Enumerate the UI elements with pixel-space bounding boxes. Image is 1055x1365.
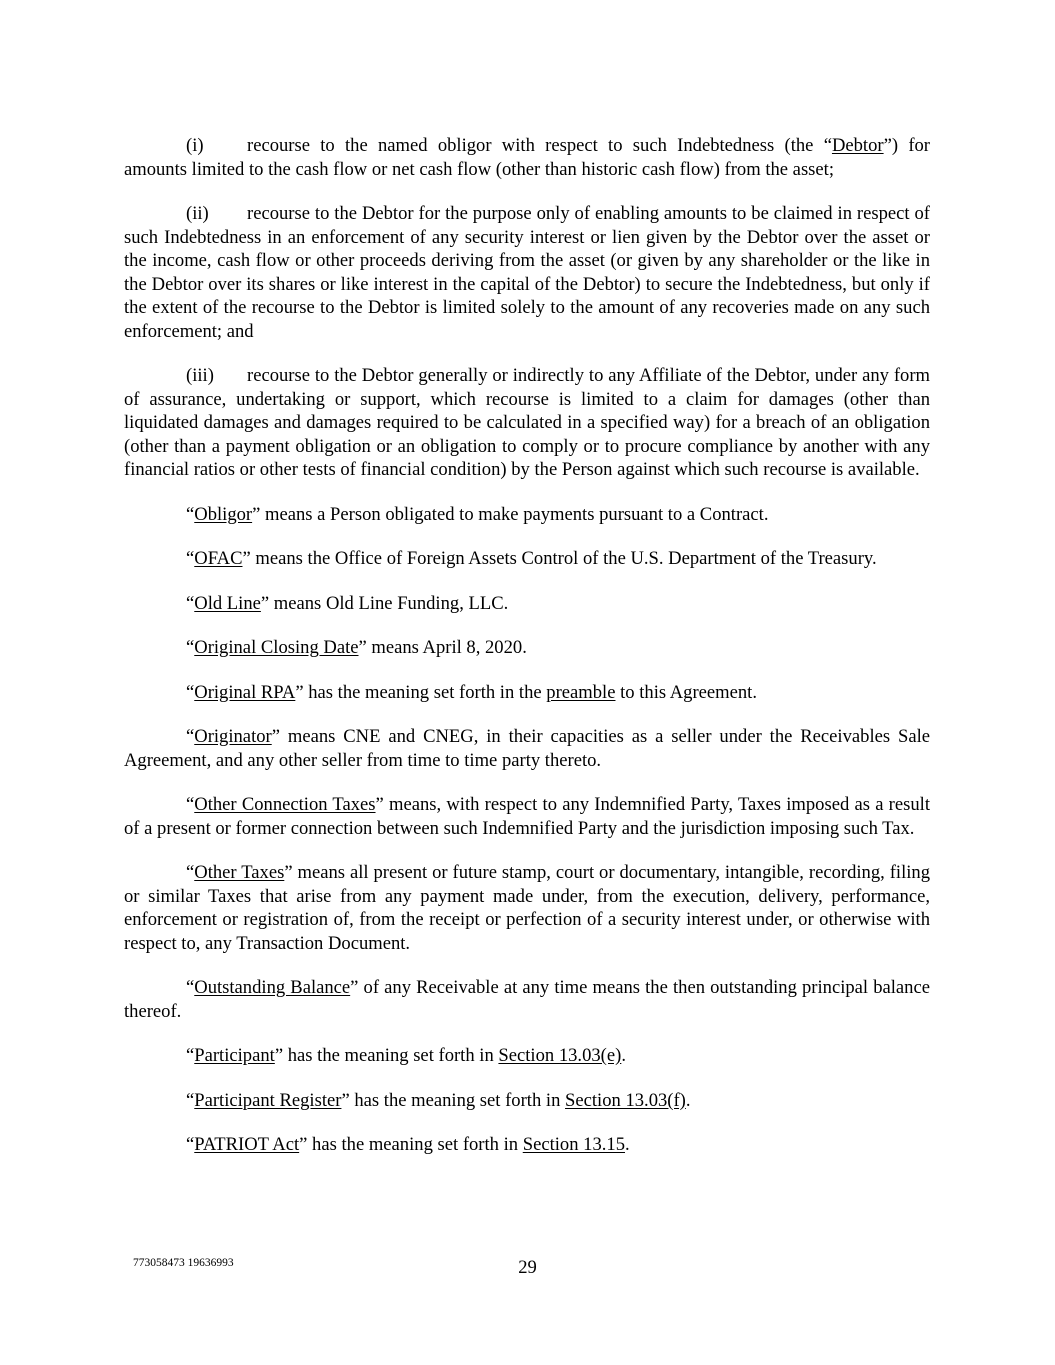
definition-outstanding-balance: “Outstanding Balance” of any Receivable at any time means the then outstanding principal balance thereof.: [124, 977, 930, 1022]
definition-participant: “Participant” has the meaning set forth in Section 13.03(e).: [186, 1045, 626, 1066]
defined-term: Outstanding Balance: [194, 977, 351, 998]
defined-term: OFAC: [194, 548, 243, 569]
defined-term: Old Line: [194, 592, 261, 614]
clause-number: (iii): [186, 365, 214, 386]
cross-reference: Section 13.03(e): [498, 1045, 622, 1066]
clause-ii: (ii) recourse to the Debtor for the purpose only of enabling amounts to be claimed in respect of such Indebtedness in an enforcement of any security interest or lien given by the Debtor over the asset or the income, cash flow or other proceeds deriving from the asset (or given by any shareholder or the like in the Debtor over its shares or like interest in the capital of the Debtor) to secure the Indebtedness, but only if the extent of the recourse to the Debtor is limited solely to the amount of any recoveries made on any such enforcement; and: [124, 203, 930, 342]
definition-participant-register: “Participant Register” has the meaning set forth in Section 13.03(f).: [186, 1089, 691, 1111]
document-id: 773058473 19636993: [133, 1257, 234, 1269]
definition-old-line: “Old Line” means Old Line Funding, LLC.: [186, 592, 509, 614]
definition-obligor: “Obligor” means a Person obligated to make payments pursuant to a Contract.: [186, 503, 769, 525]
definition-original-closing-date: “Original Closing Date” means April 8, 2020.: [186, 637, 527, 658]
clause-number: (ii): [186, 203, 209, 224]
defined-term: PATRIOT Act: [194, 1134, 300, 1155]
page-number: 29: [518, 1257, 537, 1278]
defined-term: Originator: [194, 726, 272, 747]
defined-term: Debtor: [831, 135, 884, 156]
cross-reference: Section 13.15: [522, 1134, 625, 1155]
cross-reference: preamble: [546, 681, 616, 703]
defined-term: Other Connection Taxes: [194, 794, 376, 815]
cross-reference: Section 13.03(f): [565, 1089, 686, 1111]
definition-original-rpa: “Original RPA” has the meaning set forth in the preamble to this Agreement.: [186, 681, 757, 703]
defined-term: Participant Register: [194, 1089, 342, 1111]
definition-ofac: “OFAC” means the Office of Foreign Assets Control of the U.S. Department of the Treasury.: [186, 548, 877, 569]
definition-originator: “Originator” means CNE and CNEG, in their capacities as a seller under the Receivables Sale Agreement, and any other seller from time to time party thereto.: [124, 726, 930, 771]
definition-other-taxes: “Other Taxes” means all present or future stamp, court or documentary, intangible, recording, filing or similar Taxes that arise from any payment made under, from the execution, delivery, performance, enforcement or registration of, from the receipt or perfection of a security interest under, or otherwise with respect to, any Transaction Document.: [124, 862, 930, 954]
defined-term: Obligor: [194, 503, 253, 525]
defined-term: Original RPA: [194, 681, 296, 703]
clause-number: (i): [186, 135, 204, 156]
defined-term: Participant: [194, 1045, 275, 1066]
clause-iii: (iii) recourse to the Debtor generally or indirectly to any Affiliate of the Debtor, under any form of assurance, undertaking or support, which recourse is limited to a claim for damages (other than liquidated damages and damages required to be calculated in a specified way) for a breach of an obligation (other than a payment obligation or an obligation to comply or to procure compliance by another with any financial ratios or other tests of financial condition) by the Person against which such recourse is available.: [124, 365, 930, 480]
definition-patriot-act: “PATRIOT Act” has the meaning set forth in Section 13.15.: [186, 1134, 630, 1155]
clause-i: (i) recourse to the named obligor with respect to such Indebtedness (the “Debtor”) for amounts limited to the cash flow or net cash flow (other than historic cash flow) from the asset;: [124, 135, 930, 180]
definition-other-connection-taxes: “Other Connection Taxes” means, with respect to any Indemnified Party, Taxes imposed as a result of a present or former connection between such Indemnified Party and the jurisdiction imposing such Tax.: [124, 794, 930, 839]
defined-term: Other Taxes: [194, 862, 285, 883]
defined-term: Original Closing Date: [194, 637, 359, 658]
document-page: [124, 134, 930, 1178]
